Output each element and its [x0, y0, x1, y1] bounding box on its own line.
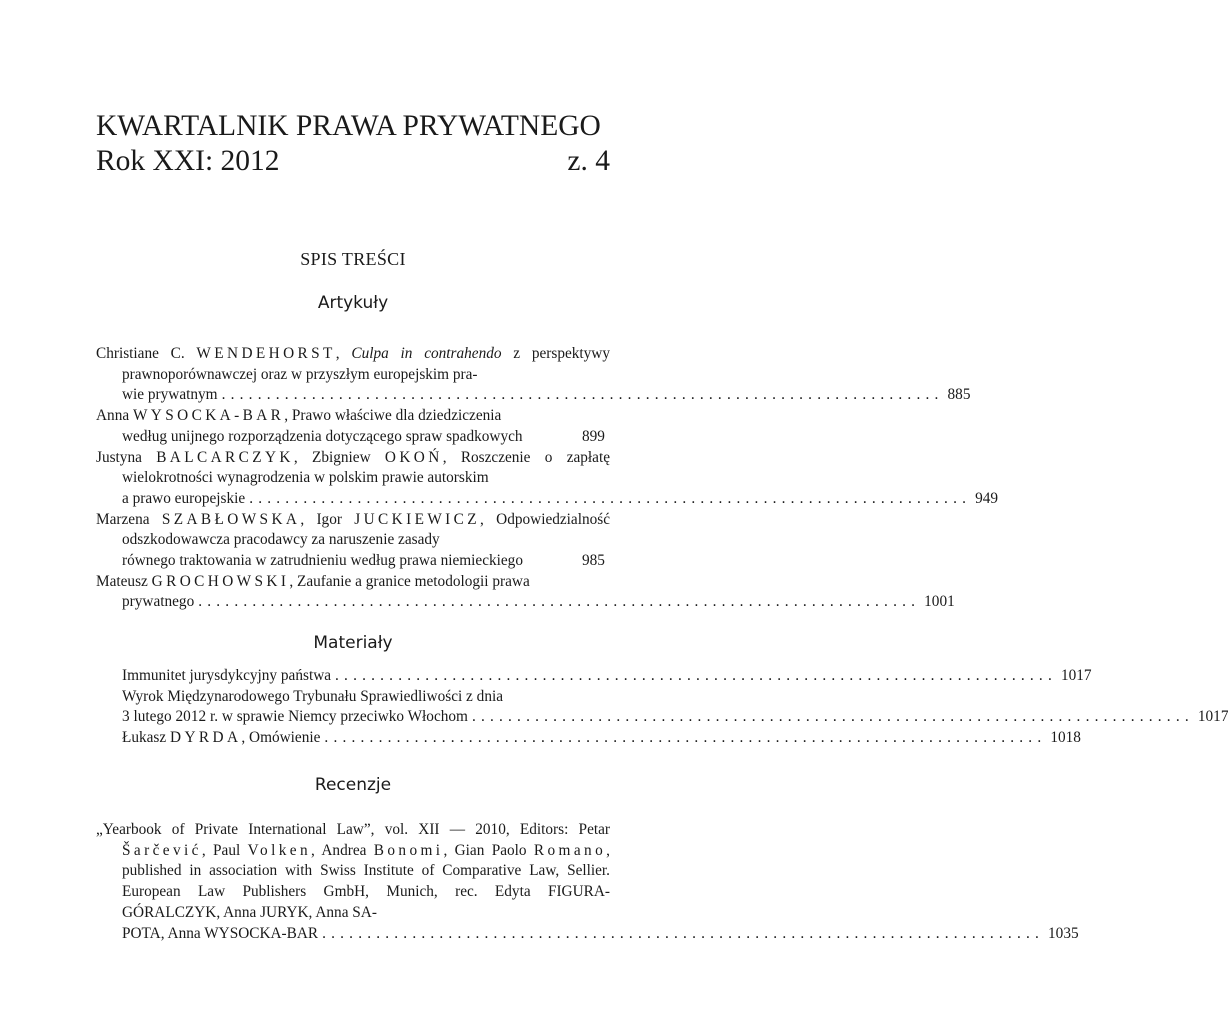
issue-row [96, 143, 610, 179]
entry-last-line [122, 728, 1081, 749]
author-first-name: Christiane C. [96, 345, 197, 362]
entry-title [122, 728, 320, 749]
year-label: Rok XXI: 2012 [96, 145, 280, 177]
page-number: 985 [582, 552, 605, 570]
author-last-name: WYSOCKA-BAR [132, 407, 285, 425]
entry-title-end: prywatnego [122, 593, 195, 611]
entry-title: , Roszczenie o zapłatę wielokrotności wynagrodzenia w polskim prawie autorskim [122, 448, 610, 487]
author2-last-name: JUCKIEWICZ [354, 510, 481, 528]
author-last-name: DYRDA [170, 729, 242, 747]
entry-last-line [122, 385, 971, 406]
entry-last-line [122, 666, 1092, 687]
editor-name: Romano [533, 841, 607, 859]
entry-title: Wyrok Międzynarodowego Trybunału Sprawiedliwości z dnia [122, 687, 504, 705]
entry-text: „Yearbook of Private International Law”, vol. XII — 2010, Editors: Petar [96, 821, 610, 838]
dot-leader: ................................................................................ [322, 924, 1045, 942]
page-number: 1017 [1060, 667, 1092, 684]
entry-text: , published in association with Swiss Institute of Comparative Law, Sellier. European Law Publishers GmbH, Munich, rec. Edyta FIGURA-GÓRALCZYK, Anna JURYK, Anna SA- [122, 841, 610, 921]
entry-title: Immunitet jurysdykcyjny państwa [122, 667, 332, 684]
entry-title-italic: Culpa in contrahendo [351, 345, 502, 362]
entry-title: , Zaufanie a granice metodologii prawa [289, 572, 530, 590]
entry-last-line [122, 707, 1228, 728]
author-last-name: BALCARCZYK [156, 448, 294, 466]
entry-last-line [122, 427, 610, 448]
author-last-name: WENDEHORST [196, 345, 336, 362]
page-number: 1017 [1197, 708, 1228, 726]
toc-entry[interactable] [96, 448, 999, 510]
author-separator: , Igor [300, 510, 355, 528]
entry-title-end: 3 lutego 2012 r. w sprawie Niemcy przeciwko Włochom [122, 708, 468, 726]
dot-leader: ................................................................................ [249, 489, 972, 507]
toc-entry[interactable] [96, 820, 1079, 944]
toc-heading: SPIS TREŚCI [300, 249, 406, 269]
toc-sub-entry[interactable] [96, 687, 1228, 728]
dot-leader: ................................................................................ [471, 708, 1194, 726]
materials-list [96, 666, 1228, 749]
page-number: 1018 [1050, 729, 1081, 747]
entry-last-line [122, 592, 955, 613]
issue-number: z. 4 [567, 145, 610, 177]
document-page [96, 0, 1228, 1024]
entry-title-end: a prawo europejskie [122, 489, 246, 507]
entry-title-rest: , Omówienie [241, 729, 321, 747]
toc-entry[interactable] [96, 666, 1092, 687]
dot-leader: ................................................................................ [198, 593, 921, 611]
dot-leader: ................................................................................ [324, 729, 1047, 747]
toc-entry[interactable] [96, 572, 955, 613]
entry-title-end: POTA, Anna WYSOCKA-BAR [122, 924, 319, 942]
entry-text: , Paul [201, 841, 248, 859]
editor-name: Bonomi [373, 841, 444, 859]
entry-last-line [122, 551, 610, 572]
entry-last-line [122, 924, 1079, 945]
author-first-name: Marzena [96, 510, 162, 528]
author-first-name: Justyna [96, 448, 157, 466]
page-number: 885 [947, 386, 971, 404]
page-number: 949 [975, 489, 999, 507]
entry-title: , Prawo właściwe dla dziedziczenia [284, 407, 502, 425]
author-first-name: Mateusz [96, 572, 152, 590]
entry-title: z perspektywy prawnoporównawczej oraz w przyszłym europejskim pra- [122, 345, 610, 383]
entry-text: , Gian Paolo [443, 841, 534, 859]
articles-list [96, 344, 999, 613]
author-last-name: GROCHOWSKI [151, 572, 290, 590]
page-number: 1001 [924, 593, 955, 611]
entry-title-end: równego traktowania w zatrudnieniu według prawa niemieckiego [122, 552, 523, 570]
toc-entry[interactable] [96, 344, 971, 406]
reviews-list [96, 820, 1079, 944]
author-first-name: Łukasz [122, 729, 170, 747]
section-heading-articles: Artykuły [317, 293, 389, 313]
dot-leader: ................................................................................ [335, 667, 1057, 684]
author-first-name: Anna [96, 407, 133, 425]
section-heading-reviews: Recenzje [314, 775, 392, 795]
entry-title: , Odpowiedzialność odszkodowawcza pracodawcy za naruszenie zasady [122, 510, 610, 549]
separator: , [335, 345, 352, 362]
author2-last-name: OKOŃ [384, 448, 443, 466]
editor-name: Volken [247, 841, 312, 859]
author-separator: , Zbigniew [293, 448, 385, 466]
page-number: 1035 [1048, 924, 1079, 942]
editor-name: Šarčević [122, 841, 202, 859]
entry-title-end: wie prywatnym [122, 386, 218, 404]
dot-leader: ................................................................................ [221, 386, 944, 404]
entry-text: , Andrea [311, 841, 374, 859]
entry-last-line [122, 489, 999, 510]
page-number: 899 [582, 427, 605, 445]
toc-entry[interactable] [96, 406, 610, 447]
section-heading-materials: Materiały [313, 633, 393, 653]
entry-title-end: według unijnego rozporządzenia dotyczącego spraw spadkowych [122, 427, 523, 445]
toc-sub-entry[interactable] [96, 728, 1081, 749]
journal-title: KWARTALNIK PRAWA PRYWATNEGO [96, 110, 601, 142]
toc-entry[interactable] [96, 510, 610, 572]
author-last-name: SZABŁOWSKA [161, 510, 301, 528]
